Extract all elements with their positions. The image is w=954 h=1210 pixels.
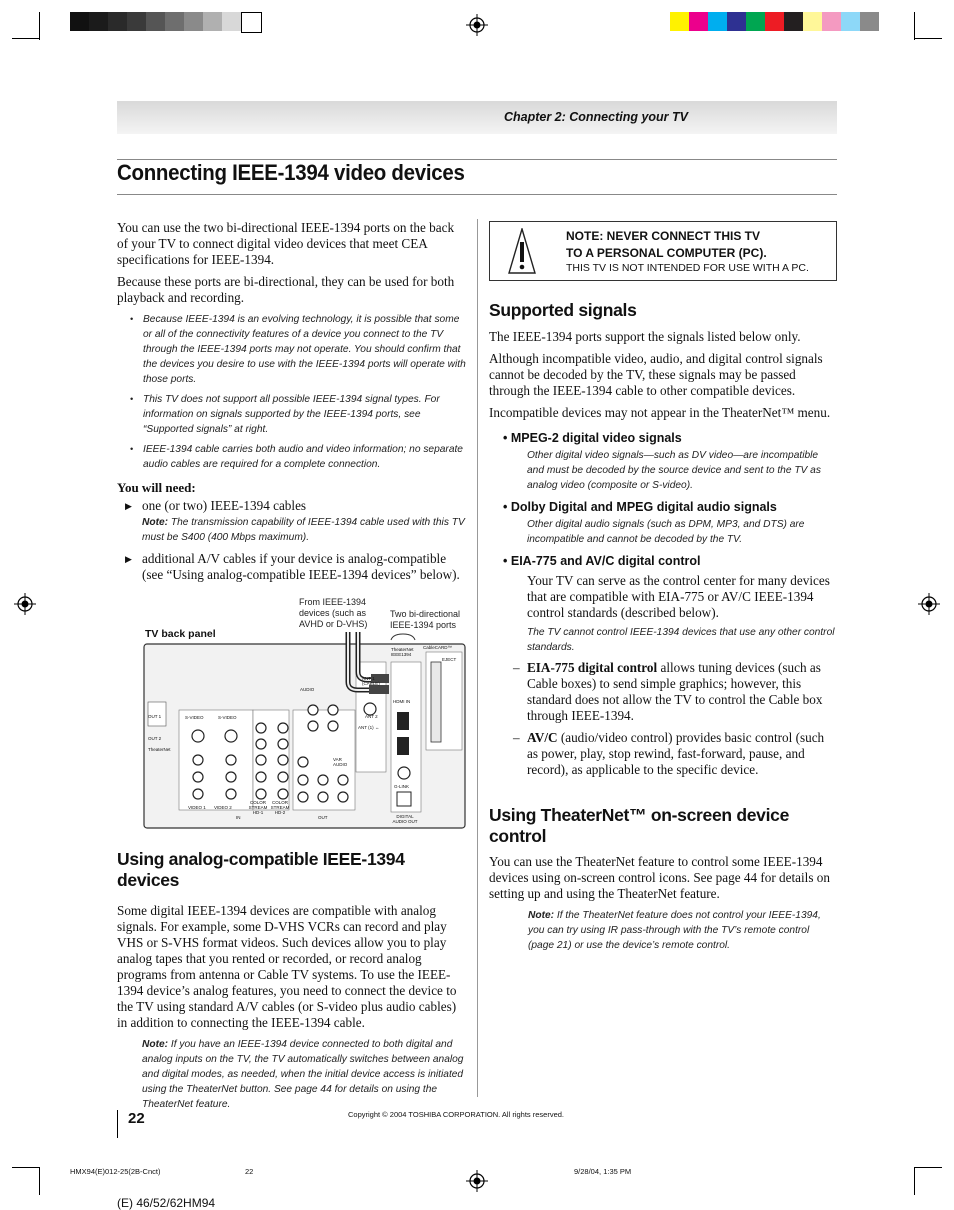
note-label: Note: (142, 1039, 169, 1050)
avc-label: AV/C (527, 730, 558, 745)
color-swatch (146, 12, 165, 31)
theaternet-heading: Using TheaterNet™ on-screen device control (489, 805, 790, 846)
analog-section (117, 849, 467, 1112)
color-swatch (727, 12, 746, 31)
jack-label: ANT 1 (CABLE) (362, 676, 380, 686)
signal-note: The TV cannot control IEEE-1394 devices that use any other control standards. (527, 627, 835, 653)
color-swatch (822, 12, 841, 31)
intro-paragraph: You can use the two bi-directional IEEE-1394 ports on the back of your TV to connect digital video devices that meet CEA specifications for IEEE-1394. (117, 220, 455, 267)
ports-label: Two bi-directional IEEE-1394 ports (390, 609, 461, 630)
pc-warning-line: TO A PERSONAL COMPUTER (PC). (566, 246, 767, 260)
color-swatch (127, 12, 146, 31)
registration-mark-icon (466, 1170, 488, 1192)
need-item (117, 498, 467, 545)
note-text: The transmission capability of IEEE-1394 cable used with this TV must be S400 (400 Mbps maximum). (142, 517, 465, 543)
page-number-rule (117, 1110, 118, 1138)
page-number: 22 (128, 1110, 145, 1127)
signal-title: • EIA-775 and AV/C digital control (503, 554, 701, 568)
color-swatch (203, 12, 222, 31)
signal-text: Other digital video signals—such as DV video—are incompatible and must be decoded by the source device and sent to the TV as analog video (composite or S-video). (527, 450, 821, 491)
jack-label: EJECT (442, 657, 457, 662)
intro-paragraph-2: Because these ports are bi-directional, they can be used for both playback and recording. (117, 274, 455, 305)
jack-label: G-LINK (394, 784, 410, 789)
registration-mark-icon (14, 593, 36, 615)
model-number: (E) 46/52/62HM94 (117, 1196, 216, 1210)
jack-label: TheaterNet (148, 747, 171, 752)
crop-mark (914, 1167, 942, 1168)
jack-label: OUT 1 (148, 714, 162, 719)
list-item: • This TV does not support all possible IEEE-1394 signal types. For information on signals supported by the IEEE-1394 ports, see “Supported signals” at right. (117, 392, 467, 437)
color-swatch (165, 12, 184, 31)
analog-paragraph: Some digital IEEE-1394 devices are compatible with analog signals. For example, some D-VHS VCRs can record and play VHS or S-VHS format videos. Such devices allow you to play analog tapes that you rented or recorded, or record analog programs from antenna or Cable TV systems. To use the IEEE-1394 device’s analog features, you need to connect the device to the TV using standard A/V cables (or S-video plus audio cables) in addition to connecting the IEEE-1394 cable. (117, 903, 457, 1030)
color-swatch (70, 12, 89, 31)
warning-exclamation-icon (508, 228, 536, 274)
crop-mark (914, 12, 915, 40)
list-item: • Because IEEE-1394 is an evolving technology, it is possible that some or all of the connectivity features of a device you connect to the TV through the IEEE-1394 ports may not operate. You should confirm that the devices you desire to use with the IEEE-1394 ports will operate with those ports. (117, 312, 467, 387)
crop-mark (914, 1167, 915, 1195)
jack-label: ANT (1) ↔ (358, 725, 380, 730)
chapter-header-band (117, 101, 837, 134)
crop-mark (39, 1167, 40, 1195)
jack-label: CableCARD™ (423, 645, 453, 650)
signal-title: • MPEG-2 digital video signals (503, 431, 682, 445)
color-swatch (860, 12, 879, 31)
page-title: Connecting IEEE-1394 video devices (117, 160, 465, 185)
list-item: • IEEE-1394 cable carries both audio and video information; no separate audio cables are required for a complete connection. (117, 442, 467, 472)
jack-label: OUT 2 (148, 736, 162, 741)
jack-label: OUT (318, 815, 328, 820)
color-swatch (784, 12, 803, 31)
slug-page: 22 (245, 1167, 254, 1176)
note-text: If you have an IEEE-1394 device connected to both digital and analog inputs on the TV, the TV automatically switches between analog and digital modes, as needed, when the initial device access is initiated using the TheaterNet button. See page 44 for details on using the TheaterNet feature. (142, 1039, 464, 1110)
title-rule-bottom (117, 194, 837, 195)
supported-paragraph: Although incompatible video, audio, and digital control signals cannot be decoded by the TV, these signals may be passed through the IEEE-1394 cable to other compatible devices. (489, 351, 823, 398)
signal-title-text: EIA-775 and AV/C digital control (510, 554, 701, 568)
jack-label: HDMI IN (393, 699, 411, 704)
color-swatch (746, 12, 765, 31)
jack-label: ANT 2 (365, 714, 378, 719)
tv-back-panel-diagram (143, 632, 467, 830)
control-standard-item: – EIA-775 digital control allows tuning devices (such as Cable boxes) to send simple graphics; however, this standard does not allow the TV to control the Cable box through IEEE-1394. (513, 660, 823, 723)
note-label: Note: (142, 517, 169, 528)
need-item-text: one (or two) IEEE-1394 cables (142, 498, 307, 513)
need-item (117, 551, 467, 583)
color-swatch (670, 12, 689, 31)
eia-label: EIA-775 digital control (527, 660, 658, 675)
jack-label: S-VIDEO (218, 715, 237, 720)
jack-label: VIDEO 2 (214, 805, 232, 810)
crop-mark (12, 38, 40, 39)
registration-mark-icon (918, 593, 940, 615)
color-swatch (765, 12, 784, 31)
jack-label: IN (236, 815, 241, 820)
jack-label: AUDIO (300, 687, 315, 692)
pc-warning-title (566, 228, 767, 262)
jack-label: COLOR STREAM HD-1 (248, 800, 268, 815)
slug-file: HMX94(E)012-25(2B-Cnct) (70, 1167, 161, 1176)
theaternet-section (489, 805, 835, 953)
theaternet-paragraph: You can use the TheaterNet feature to control some IEEE-1394 devices using on-screen control icons. See page 44 for details on setting up and using the TheaterNet feature. (489, 854, 830, 901)
supported-signals-heading: Supported signals (489, 300, 637, 320)
color-swatch (89, 12, 108, 31)
pc-warning-line: NOTE: NEVER CONNECT THIS TV (566, 229, 761, 243)
color-swatch (184, 12, 203, 31)
signal-item (489, 499, 835, 547)
signal-text: Other digital audio signals (such as DPM, MP3, and DTS) are incompatible and cannot be decoded by the TV. (527, 519, 805, 545)
crop-mark (12, 1167, 40, 1168)
jack-label: DIGITAL AUDIO OUT (392, 814, 418, 824)
tv-back-panel-label: TV back panel (145, 628, 216, 640)
pc-warning-box (489, 221, 837, 281)
pc-warning-text: THIS TV IS NOT INTENDED FOR USE WITH A PC. (566, 262, 809, 274)
signal-item (489, 553, 835, 778)
registration-mark-icon (466, 14, 488, 36)
crop-mark (914, 38, 942, 39)
arrow-right-icon: ▶ (125, 501, 132, 511)
color-swatch (241, 12, 262, 33)
note-text: If the TheaterNet feature does not control your IEEE-1394, you can try using IR pass-through with the TV’s remote control (page 21) or use the device’s remote control. (528, 910, 821, 951)
from-devices-label: From IEEE-1394 devices (such as AVHD or D-VHS) (299, 597, 368, 629)
arrow-right-icon: ▶ (125, 554, 132, 564)
avc-text: (audio/video control) provides basic control (such as power, play, stop rewind, fast-forward, pause, and record), as applicable to the specific device. (527, 730, 825, 777)
need-item-text: additional A/V cables if your device is analog-compatible (see “Using analog-compatible IEEE-1394 devices” below). (142, 551, 460, 582)
jack-label: COLOR STREAM HD-2 (270, 800, 290, 815)
control-standard-item: – AV/C (audio/video control) provides basic control (such as power, play, stop rewind, fast-forward, pause, and record), as applicable to the specific device. (513, 730, 825, 777)
color-swatch (222, 12, 241, 31)
signal-text: Your TV can serve as the control center for many devices that are compatible with EIA-775 or AV/C IEEE-1394 control standards (described below). (527, 573, 830, 620)
jack-label: VIDEO 1 (188, 805, 206, 810)
color-swatch (803, 12, 822, 31)
analog-heading: Using analog-compatible IEEE-1394 devices (117, 849, 405, 890)
jack-label: VAR AUDIO (333, 757, 348, 767)
you-will-need-heading: You will need: (117, 480, 196, 495)
left-column (117, 220, 467, 589)
jack-label: TheaterNet IEEE1394 (391, 647, 414, 657)
signal-title-text: MPEG-2 digital video signals (510, 431, 682, 445)
supported-paragraph: Incompatible devices may not appear in the TheaterNet™ menu. (489, 405, 831, 420)
color-swatch (689, 12, 708, 31)
supported-paragraph: The IEEE-1394 ports support the signals listed below only. (489, 329, 801, 344)
slug-date: 9/28/04, 1:35 PM (574, 1167, 632, 1176)
jack-label: S-VIDEO (185, 715, 204, 720)
right-column (489, 300, 835, 778)
caution-list (117, 312, 467, 472)
signal-item (489, 430, 835, 493)
eia-text: allows tuning devices (such as Cable boxes) to send simple graphics; however, this standard does not allow the TV to control the Cable box through IEEE-1394. (527, 660, 823, 723)
color-swatch (841, 12, 860, 31)
column-divider (477, 219, 478, 1097)
note-label: Note: (528, 910, 555, 921)
signal-title-text: Dolby Digital and MPEG digital audio signals (510, 500, 777, 514)
crop-mark (39, 12, 40, 40)
signal-title: • Dolby Digital and MPEG digital audio signals (503, 500, 777, 514)
color-swatch (108, 12, 127, 31)
color-swatch (708, 12, 727, 31)
chapter-title: Chapter 2: Connecting your TV (503, 110, 688, 124)
copyright: Copyright © 2004 TOSHIBA CORPORATION. All rights reserved. (348, 1110, 565, 1119)
